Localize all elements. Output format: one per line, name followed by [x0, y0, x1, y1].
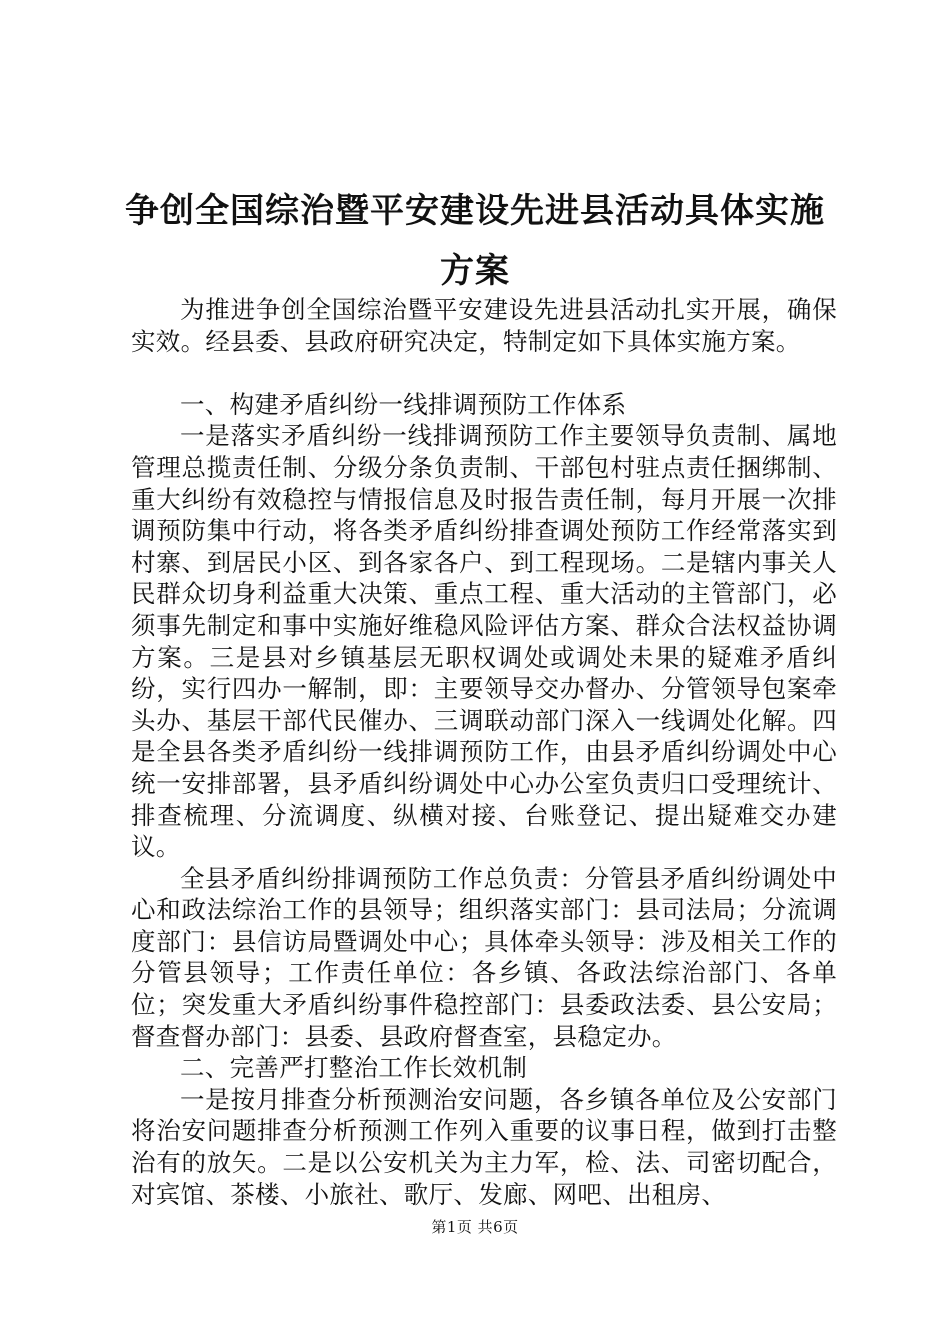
intro-paragraph: 为推进争创全国综治暨平安建设先进县活动扎实开展，确保实效。经县委、县政府研究决定，特制定如下具体实施方案。 — [131, 295, 837, 356]
section-heading-2: 二、完善严打整治工作长效机制 — [180, 1053, 528, 1083]
document-body — [131, 294, 837, 1210]
body-paragraph: 全县矛盾纠纷排调预防工作总负责：分管县矛盾纠纷调处中心和政法综治工作的县领导；组织落实部门：县司法局；分流调度部门：县信访局暨调处中心；具体牵头领导：涉及相关工作的分管县领导；工作责任单位：各乡镇、各政法综治部门、各单位；突发重大矛盾纠纷事件稳控部门：县委政法委、县公安局；督查督办部门：县委、县政府督查室，县稳定办。 — [131, 863, 837, 1051]
body-paragraph: 一是落实矛盾纠纷一线排调预防工作主要领导负责制、属地管理总揽责任制、分级分条负责制、干部包村驻点责任捆绑制、重大纠纷有效稳控与情报信息及时报告责任制，每月开展一次排调预防集中行动，将各类矛盾纠纷排查调处预防工作经常落实到村寨、到居民小区、到各家各户、到工程现场。二是辖内事关人民群众切身利益重大决策、重点工程、重大活动的主管部门，必须事先制定和事中实施好维稳风险评估方案、群众合法权益协调方案。三是县对乡镇基层无职权调处或调处未果的疑难矛盾纠纷，实行四办一解制，即：主要领导交办督办、分管领导包案牵头办、基层干部代民催办、三调联动部门深入一线调处化解。四是全县各类矛盾纠纷一线排调预防工作，由县矛盾纠纷调处中心统一安排部署，县矛盾纠纷调处中心办公室负责归口受理统计、排查梳理、分流调度、纵横对接、台账登记、提出疑难交办建议。 — [131, 421, 837, 862]
page-number-footer: 第1页 共6页 — [431, 1218, 519, 1236]
section-heading-1: 一、构建矛盾纠纷一线排调预防工作体系 — [180, 389, 627, 419]
document-title-line-1: 争创全国综治暨平安建设先进县活动具体实施 — [125, 191, 825, 231]
body-paragraph: 一是按月排查分析预测治安问题，各乡镇各单位及公安部门将治安问题排查分析预测工作列入重要的议事日程，做到打击整治有的放矢。二是以公安机关为主力军，检、法、司密切配合，对宾馆、茶楼、小旅社、歌厅、发廊、网吧、出租房、 — [131, 1084, 837, 1209]
document-title-line-2: 方案 — [440, 251, 510, 291]
